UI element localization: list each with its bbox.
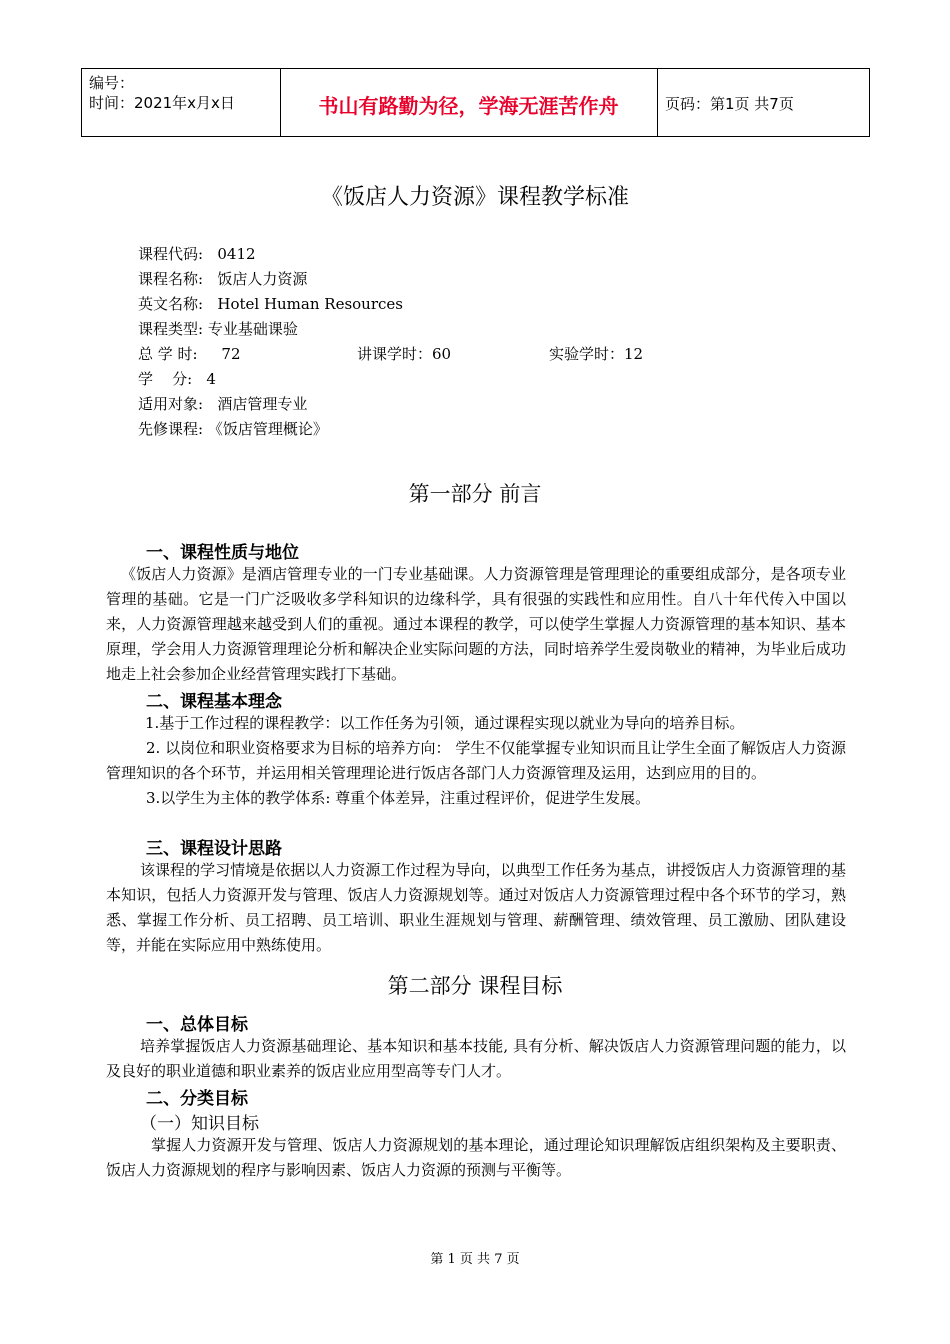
- paragraph: 培养掌握饭店人力资源基础理论、基本知识和基本技能, 具有分析、解决饭店人力资源管理问题的能力，以及良好的职业道德和职业素养的饭店业应用型高等专门人才。: [106, 1037, 846, 1080]
- part2-s2-heading: 二、分类目标: [146, 1089, 248, 1109]
- part1-s2-items: [106, 711, 846, 811]
- course-code: 课程代码: 0412: [138, 245, 256, 263]
- course-name: 课程名称: 饭店人力资源: [138, 270, 308, 288]
- part2-s1-text: [106, 1034, 846, 1084]
- course-type: 课程类型: 专业基础课验: [138, 320, 298, 338]
- part2-s1-heading: 一、总体目标: [146, 1015, 248, 1035]
- total-hours: 总 学 时: 72: [138, 345, 241, 363]
- number-label: 编号：: [89, 74, 135, 92]
- page-footer: 第 1 页 共 7 页: [430, 1252, 520, 1267]
- list-item: 1.基于工作过程的课程教学：以工作任务为引领，通过课程实现以就业为导向的培养目标。: [145, 714, 745, 732]
- part2-title: 第二部分 课程目标: [387, 974, 563, 998]
- part1-s3-heading: 三、课程设计思路: [146, 839, 282, 859]
- paragraph: 《饭店人力资源》是酒店管理专业的一门专业基础课。人力资源管理是管理理论的重要组成部分，是各项专业管理的基础。它是一门广泛吸收多学科知识的边缘科学，具有很强的实践性和应用性。自八十年代传入中国以来，人力资源管理越来越受到人们的重视。通过本课程的教学，可以使学生掌握人力资源管理的基本知识、基本原理，学会用人力资源管理理论分析和解决企业实际问题的方法，同时培养学生爱岗敬业的精神，为毕业后成功地走上社会参加企业经营管理实践打下基础。: [106, 565, 846, 683]
- credits: 学 分: 4: [138, 370, 216, 388]
- part1-s1-text: [106, 562, 846, 687]
- course-english-name: 英文名称: Hotel Human Resources: [138, 295, 403, 313]
- lecture-hours: 讲课学时：60: [357, 345, 452, 363]
- part2-s2-sub1-text: [106, 1133, 846, 1183]
- audience: 适用对象: 酒店管理专业: [138, 395, 308, 413]
- part2-s2-sub1-heading: （一）知识目标: [140, 1114, 259, 1134]
- paragraph: 该课程的学习情境是依据以人力资源工作过程为导向，以典型工作任务为基点，讲授饭店人力资源管理的基本知识，包括人力资源开发与管理、饭店人力资源规划等。通过对饭店人力资源管理过程中各个环节的学习，熟悉、掌握工作分析、员工招聘、员工培训、职业生涯规划与管理、薪酬管理、绩效管理、员工激励、团队建设等，并能在实际应用中熟练使用。: [106, 861, 846, 954]
- part1-title: 第一部分 前言: [408, 482, 542, 506]
- date-label: 时间：2021年x月x日: [89, 94, 235, 112]
- prerequisite: 先修课程: 《饭店管理概论》: [138, 420, 328, 438]
- lab-hours: 实验学时：12: [549, 345, 644, 363]
- part1-s1-heading: 一、课程性质与地位: [146, 543, 299, 563]
- paragraph: 掌握人力资源开发与管理、饭店人力资源规划的基本理论，通过理论知识理解饭店组织架构及主要职责、饭店人力资源规划的程序与影响因素、饭店人力资源的预测与平衡等。: [106, 1136, 846, 1179]
- part1-s3-text: [106, 858, 846, 958]
- list-item: 3.以学生为主体的教学体系: 尊重个体差异，注重过程评价，促进学生发展。: [146, 789, 651, 807]
- motto: 书山有路勤为径，学海无涯苦作舟: [318, 94, 619, 118]
- list-item: 2. 以岗位和职业资格要求为目标的培养方向： 学生不仅能掌握专业知识而且让学生全面了解饭店人力资源管理知识的各个环节，并运用相关管理理论进行饭店各部门人力资源管理及运用，达到应用的目的。: [106, 739, 846, 782]
- page-label: 页码：第1页 共7页: [665, 95, 794, 113]
- part1-s2-heading: 二、课程基本理念: [146, 692, 282, 712]
- header-table: [81, 68, 870, 137]
- header-info: [89, 73, 235, 113]
- doc-title: 《饭店人力资源》课程教学标准: [320, 185, 629, 210]
